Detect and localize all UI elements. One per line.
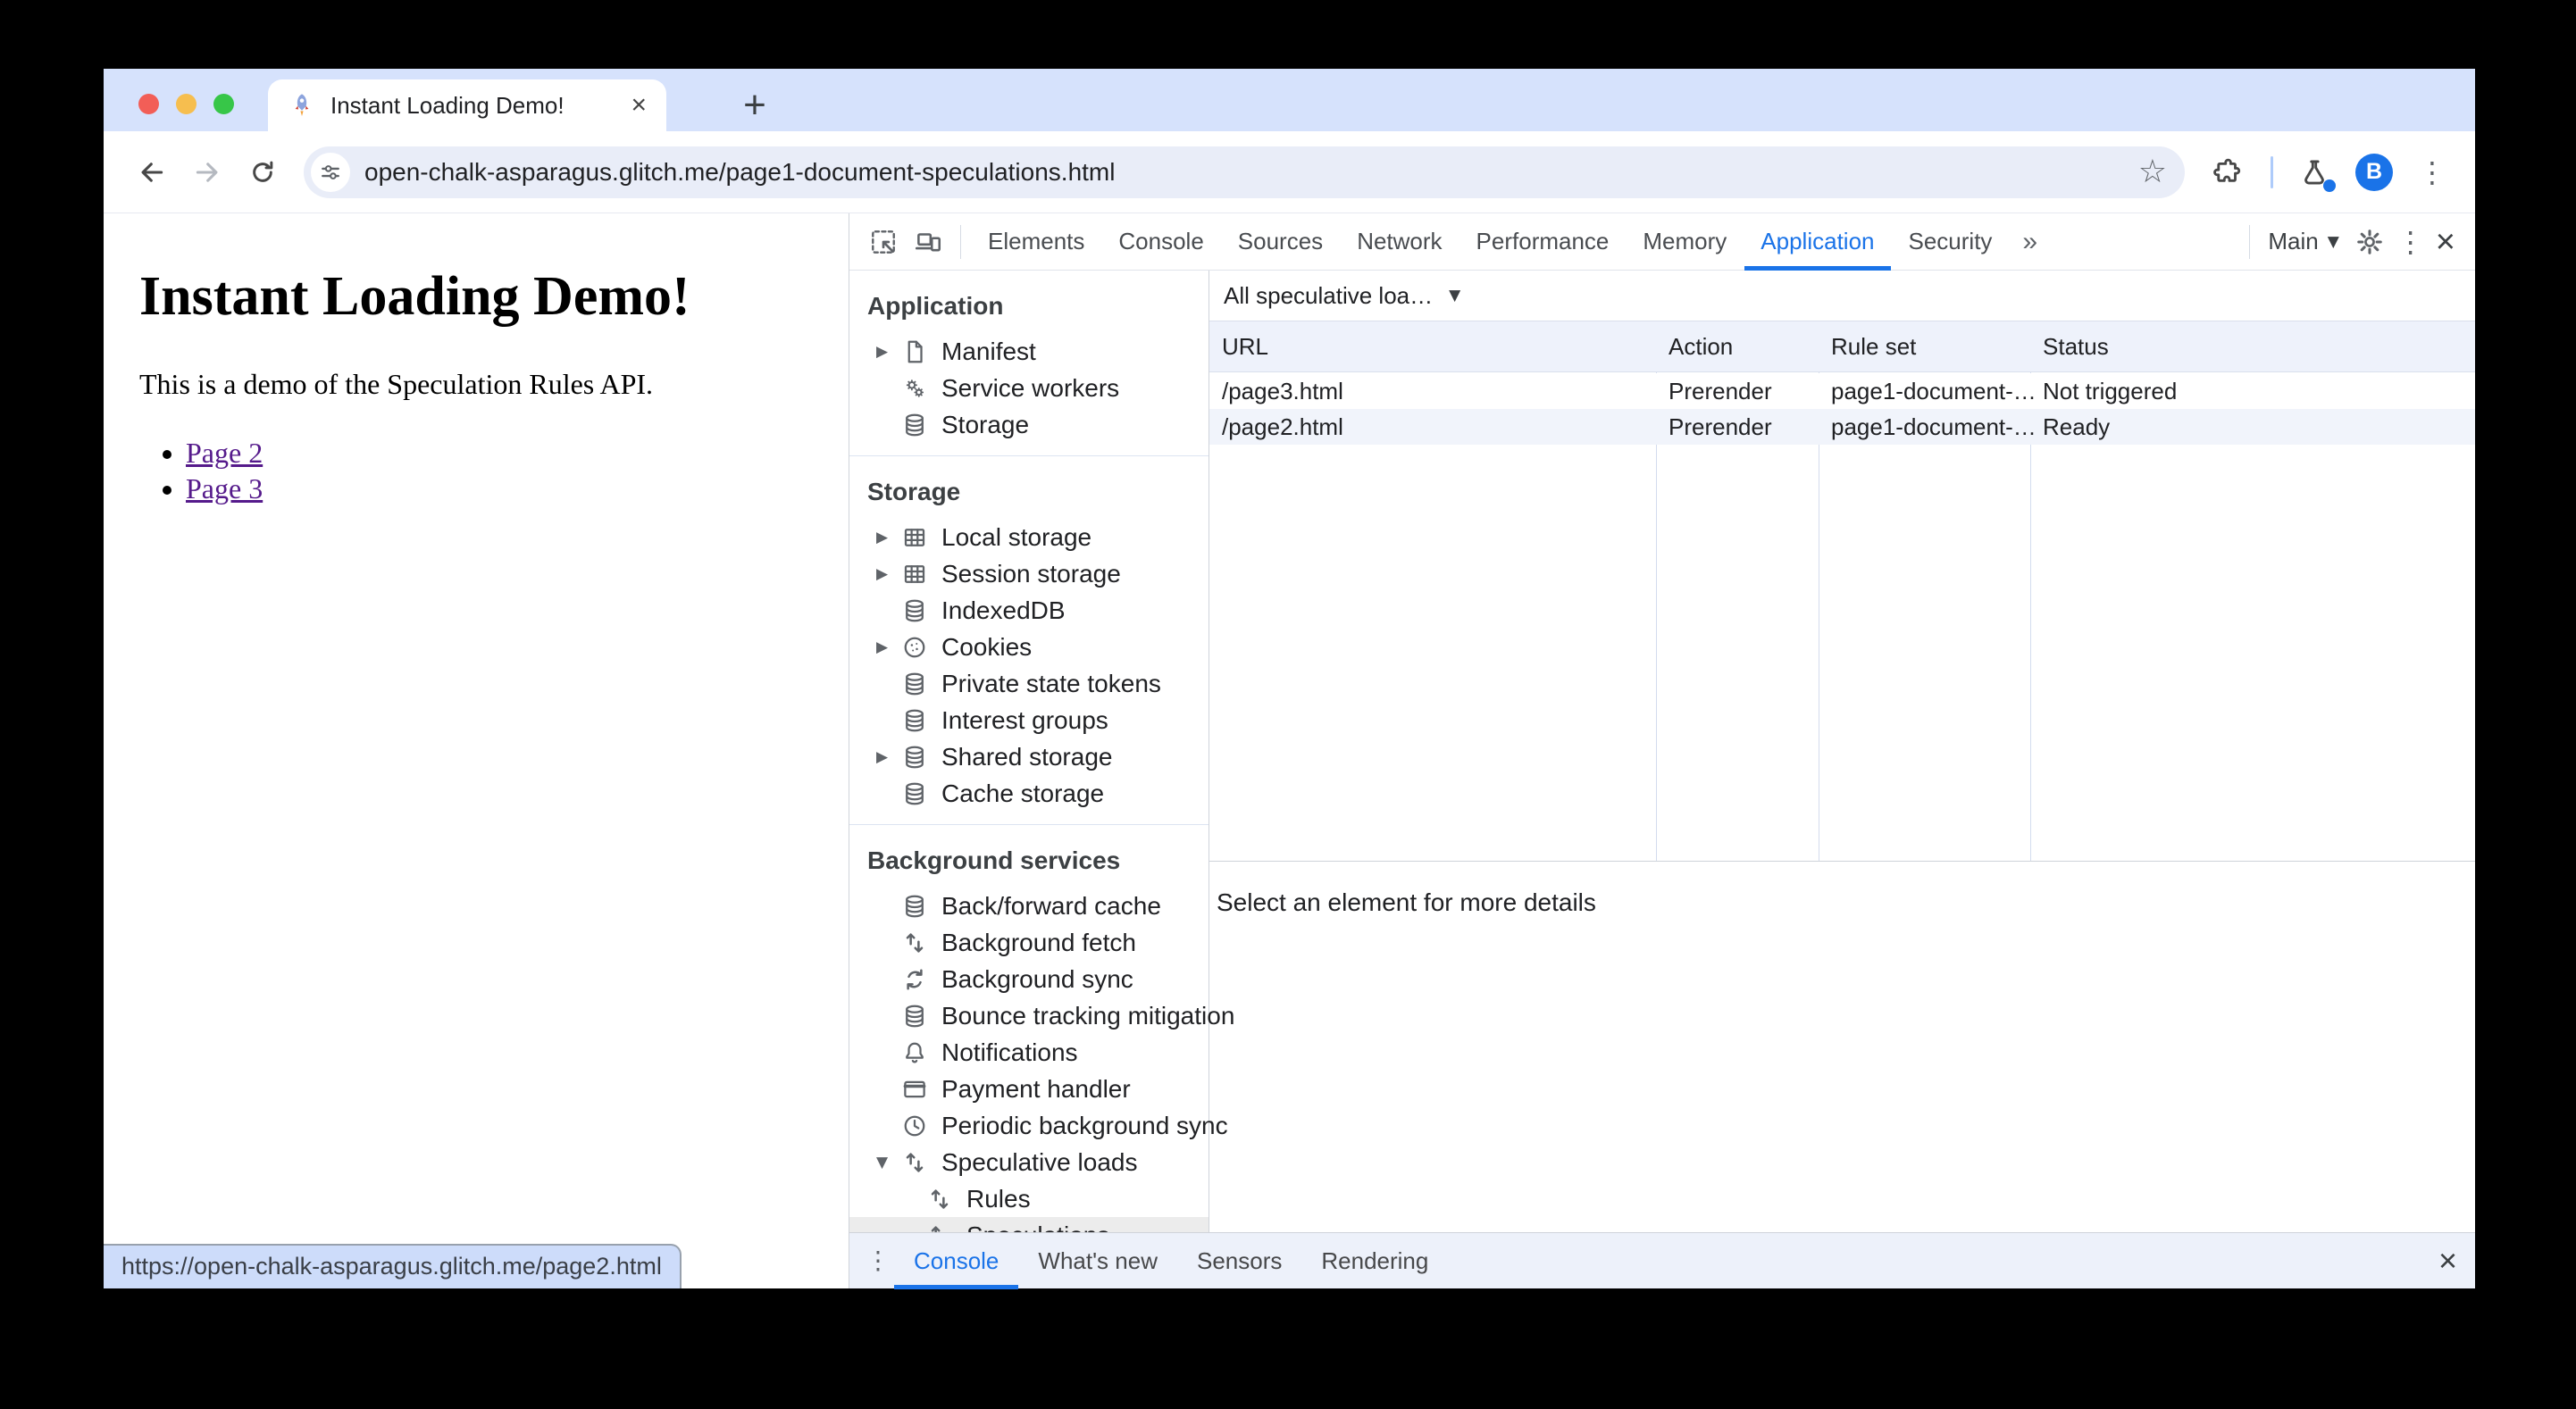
expander-collapsed-icon[interactable]: ▶	[876, 342, 889, 361]
expander-collapsed-icon[interactable]: ▶	[876, 528, 889, 546]
file-icon	[901, 338, 928, 365]
expander-collapsed-icon[interactable]: ▶	[876, 564, 889, 583]
section-title: Application	[867, 292, 1004, 320]
drawer-tab-rendering[interactable]: Rendering	[1321, 1246, 1429, 1274]
chevron-down-icon: ▼	[2327, 232, 2339, 251]
table-icon	[901, 561, 928, 588]
page3-link[interactable]: Page 3	[186, 472, 263, 504]
speculative-loads-filter[interactable]: All speculative loa…	[1224, 281, 1434, 309]
beaker-notification-dot	[2323, 179, 2336, 192]
drawer-tab-console[interactable]: Console	[894, 1233, 1018, 1289]
sync-icon	[901, 966, 928, 993]
sidebar-item-local-storage[interactable]: ▶ Local storage	[876, 522, 1092, 551]
sidebar-item-service-workers[interactable]: Service workers	[849, 370, 1209, 406]
expander-expanded-icon[interactable]: ▼	[876, 1153, 889, 1171]
new-tab-button[interactable]: +	[743, 83, 766, 127]
close-window-button[interactable]	[138, 94, 159, 114]
drawer-tab-sensors[interactable]: Sensors	[1196, 1246, 1283, 1274]
target-selector[interactable]	[2261, 228, 2346, 255]
sidebar-item-background-sync[interactable]: Background sync	[849, 961, 1209, 997]
browser-toolbar	[104, 131, 2475, 213]
devtools-tabbar	[849, 213, 2475, 271]
page-link-list	[139, 435, 822, 506]
toolbar-divider	[2271, 156, 2273, 188]
table-header	[1209, 321, 2475, 372]
column-header-url[interactable]: URL	[1222, 332, 1269, 360]
tab-console[interactable]: Console	[1118, 228, 1204, 254]
tab-strip	[104, 69, 2475, 131]
divider	[960, 225, 961, 259]
devtools-menu-kebab-icon[interactable]: ⋮	[2396, 224, 2425, 259]
table-row[interactable]: /page3.html Prerender page1-document-… Not triggered	[1209, 373, 2475, 409]
traffic-lights	[138, 94, 234, 114]
section-title: Background services	[867, 846, 1121, 874]
expander-collapsed-icon[interactable]: ▶	[876, 638, 889, 656]
table-row[interactable]: /page2.html Prerender page1-document-… Ready	[1209, 409, 2475, 445]
column-header-status[interactable]: Status	[2043, 332, 2109, 360]
url-text[interactable]: open-chalk-asparagus.glitch.me/page1-document-speculations.html	[364, 157, 1116, 186]
divider	[2249, 225, 2250, 259]
sidebar-item-storage[interactable]: Storage	[849, 406, 1209, 443]
database-icon	[901, 1003, 928, 1030]
page2-link[interactable]: Page 2	[186, 437, 263, 469]
list-item	[186, 435, 822, 471]
tab-sources[interactable]: Sources	[1237, 228, 1324, 254]
database-icon	[901, 780, 928, 807]
sidebar-item-shared-storage[interactable]: ▶ Shared storage	[876, 742, 1113, 771]
tab-network[interactable]: Network	[1357, 228, 1443, 254]
tab-close-icon[interactable]: ×	[631, 90, 647, 120]
forward-button[interactable]	[184, 149, 230, 196]
clock-icon	[901, 1113, 928, 1139]
link-preview-status-bubble: https://open-chalk-asparagus.glitch.me/page2.html	[104, 1244, 682, 1288]
speculations-toolbar	[1209, 271, 2475, 321]
database-icon	[901, 671, 928, 697]
sidebar-item-bounce-tracking-mitigation[interactable]: Bounce tracking mitigation	[849, 997, 1209, 1034]
extensions-icon[interactable]	[2203, 149, 2249, 196]
devtools-panel	[849, 213, 2475, 1288]
bookmark-star-icon[interactable]: ☆	[2137, 153, 2167, 190]
database-icon	[901, 744, 928, 771]
profile-avatar[interactable]: B	[2355, 154, 2393, 191]
inspect-element-icon[interactable]	[862, 221, 905, 263]
sidebar-item-cache-storage[interactable]: Cache storage	[849, 775, 1209, 812]
bell-icon	[901, 1039, 928, 1066]
devtools-close-button[interactable]: ×	[2435, 222, 2455, 261]
sidebar-section-background-services	[849, 825, 1235, 1266]
payment-card-icon	[901, 1076, 928, 1103]
browser-window	[104, 69, 2475, 1288]
back-button[interactable]	[129, 149, 175, 196]
application-sidebar	[849, 271, 1235, 1232]
sidebar-section-application	[849, 271, 1209, 456]
list-item	[186, 471, 822, 506]
speculations-panel	[1209, 271, 2475, 1232]
updown-arrows-icon	[901, 1149, 928, 1176]
tab-elements[interactable]: Elements	[988, 228, 1085, 254]
sidebar-item-speculative-loads[interactable]: ▼ Speculative loads	[876, 1147, 1138, 1176]
web-page-viewport	[104, 213, 849, 1288]
devtools-settings-gear-icon[interactable]	[2348, 221, 2391, 263]
site-settings-button[interactable]	[311, 153, 350, 192]
sidebar-item-periodic-background-sync[interactable]: Periodic background sync	[849, 1107, 1209, 1144]
devtools-drawer	[849, 1232, 2475, 1288]
device-toolbar-icon[interactable]	[907, 221, 949, 263]
sidebar-item-background-fetch[interactable]: Background fetch	[849, 924, 1209, 961]
updown-arrows-icon	[926, 1186, 953, 1213]
database-icon	[901, 893, 928, 920]
column-header-action[interactable]: Action	[1669, 332, 1734, 360]
tab-security[interactable]: Security	[1908, 228, 1993, 254]
sidebar-item-notifications[interactable]: Notifications	[849, 1034, 1209, 1071]
browser-menu-kebab-icon[interactable]: ⋮	[2418, 154, 2446, 189]
page-paragraph: This is a demo of the Speculation Rules API.	[139, 368, 654, 400]
drawer-close-button[interactable]: ×	[2438, 1242, 2457, 1279]
minimize-window-button[interactable]	[176, 94, 197, 114]
database-icon	[901, 707, 928, 734]
drawer-tab-whats-new[interactable]: What's new	[1038, 1246, 1158, 1274]
section-title: Storage	[867, 478, 961, 505]
more-tabs-chevron-icon[interactable]: »	[2022, 226, 2038, 256]
gears-icon	[901, 375, 928, 402]
rocket-icon	[288, 91, 316, 120]
sidebar-item-cookies[interactable]: ▶ Cookies	[876, 632, 1033, 661]
tab-title: Instant Loading Demo!	[330, 91, 565, 119]
updown-arrows-icon	[901, 930, 928, 956]
sidebar-item-payment-handler[interactable]: Payment handler	[849, 1071, 1209, 1107]
expander-collapsed-icon[interactable]: ▶	[876, 747, 889, 766]
table-icon	[901, 524, 928, 551]
cookie-icon	[901, 634, 928, 661]
zoom-window-button[interactable]	[213, 94, 234, 114]
sidebar-item-indexeddb[interactable]: IndexedDB	[849, 592, 1209, 629]
experiments-beaker-icon[interactable]	[2295, 153, 2334, 192]
sidebar-item-back-forward-cache[interactable]: Back/forward cache	[849, 888, 1209, 924]
drawer-menu-kebab-icon[interactable]: ⋮	[866, 1246, 891, 1275]
page-title: Instant Loading Demo!	[139, 266, 690, 327]
details-pane	[1209, 862, 2475, 1232]
database-icon	[901, 412, 928, 438]
database-icon	[901, 597, 928, 624]
sidebar-item-interest-groups[interactable]: Interest groups	[849, 702, 1209, 738]
sidebar-item-manifest[interactable]: ▶ Manifest	[876, 337, 1036, 365]
sidebar-item-private-state-tokens[interactable]: Private state tokens	[849, 665, 1209, 702]
tab-application[interactable]: Application	[1744, 213, 1890, 271]
reload-button[interactable]	[239, 149, 286, 196]
sidebar-item-session-storage[interactable]: ▶ Session storage	[876, 559, 1121, 588]
tab-performance[interactable]: Performance	[1476, 228, 1610, 254]
browser-tab[interactable]	[268, 79, 666, 131]
details-placeholder-text: Select an element for more details	[1217, 888, 1596, 916]
sidebar-item-rules[interactable]: Rules	[849, 1180, 1209, 1217]
sidebar-section-storage	[849, 456, 1209, 825]
tab-memory[interactable]: Memory	[1643, 228, 1727, 254]
address-bar[interactable]	[304, 146, 2185, 198]
target-selector-label: Main	[2268, 228, 2319, 254]
toolbar-actions	[2203, 149, 2450, 196]
chevron-down-icon[interactable]: ▼	[1449, 287, 1461, 304]
column-header-rule-set[interactable]: Rule set	[1831, 332, 1917, 360]
